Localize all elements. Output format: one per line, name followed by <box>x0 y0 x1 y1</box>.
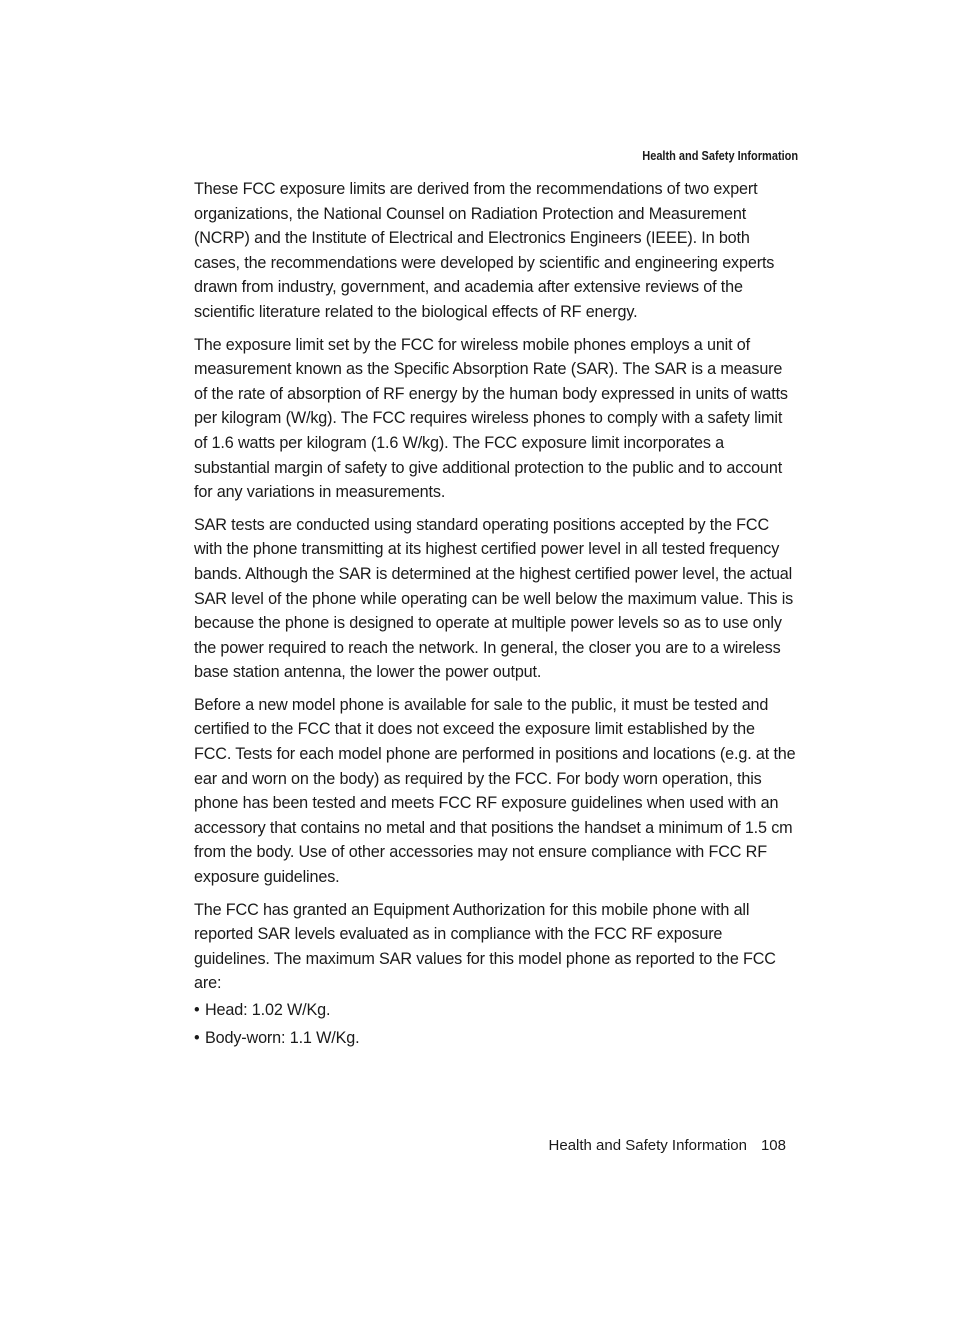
paragraph-certification: Before a new model phone is available for sale to the public, it must be tested and certified to the FCC that it does not exceed the exposure limit established by the FCC. Tests for each model phone are performed in positions and locations (e.g. at the ear and worn on the body) as required by the FCC. For body worn operation, this phone has been tested and meets FCC RF exposure guidelines when used with an accessory that contains no metal and that positions the handset a minimum of 1.5 cm from the body. Use of other accessories may not ensure compliance with FCC RF exposure guidelines. <box>194 695 796 887</box>
paragraph-fcc-limits: These FCC exposure limits are derived from the recommendations of two expert organizations, the National Counsel on Radiation Protection and Measurement (NCRP) and the Institute of Electrical and Electronics Engineers (IEEE). In both cases, the recommendations were developed by scientific and engineering experts drawn from industry, government, and academia after extensive reviews of the scientific literature related to the biological effects of RF energy. <box>194 180 775 321</box>
running-header: Health and Safety Information <box>642 149 798 163</box>
page-number: 108 <box>760 1137 786 1154</box>
paragraph-sar-definition: The exposure limit set by the FCC for wireless mobile phones employs a unit of measurement known as the Specific Absorption Rate (SAR). The SAR is a measure of the rate of absorption of RF energy by the human body expressed in units of watts per kilogram (W/kg). The FCC requires wireless phones to comply with a safety limit of 1.6 watts per kilogram (1.6 W/kg). The FCC exposure limit incorporates a substantial margin of safety to give additional protection to the public and to account for any variations in measurements. <box>194 335 788 502</box>
paragraph-authorization: The FCC has granted an Equipment Authorization for this mobile phone with all reported SAR levels evaluated as in compliance with the FCC RF exposure guidelines. The maximum SAR values for this model phone as reported to the FCC are: <box>194 900 776 993</box>
page-body <box>194 177 796 1053</box>
list-item-head-sar <box>194 998 796 1023</box>
list-item-body-sar <box>194 1026 796 1051</box>
body-sar-text: Body-worn: 1.1 W/Kg. <box>205 1028 360 1047</box>
bullet-icon: • <box>194 1028 200 1047</box>
paragraph-sar-tests: SAR tests are conducted using standard operating positions accepted by the FCC with the phone transmitting at its highest certified power level in all tested frequency bands. Although the SAR is determined at the highest certified power level, the actual SAR level of the phone while operating can be well below the maximum value. This is because the phone is designed to operate at multiple power levels so as to use only the power required to reach the network. In general, the closer you are to a wireless base station antenna, the lower the power output. <box>194 515 794 682</box>
footer-section-label: Health and Safety Information <box>548 1137 747 1154</box>
page-footer <box>549 1137 786 1154</box>
head-sar-text: Head: 1.02 W/Kg. <box>205 1001 331 1019</box>
sar-values-list <box>194 998 796 1050</box>
bullet-icon: • <box>194 1001 200 1019</box>
